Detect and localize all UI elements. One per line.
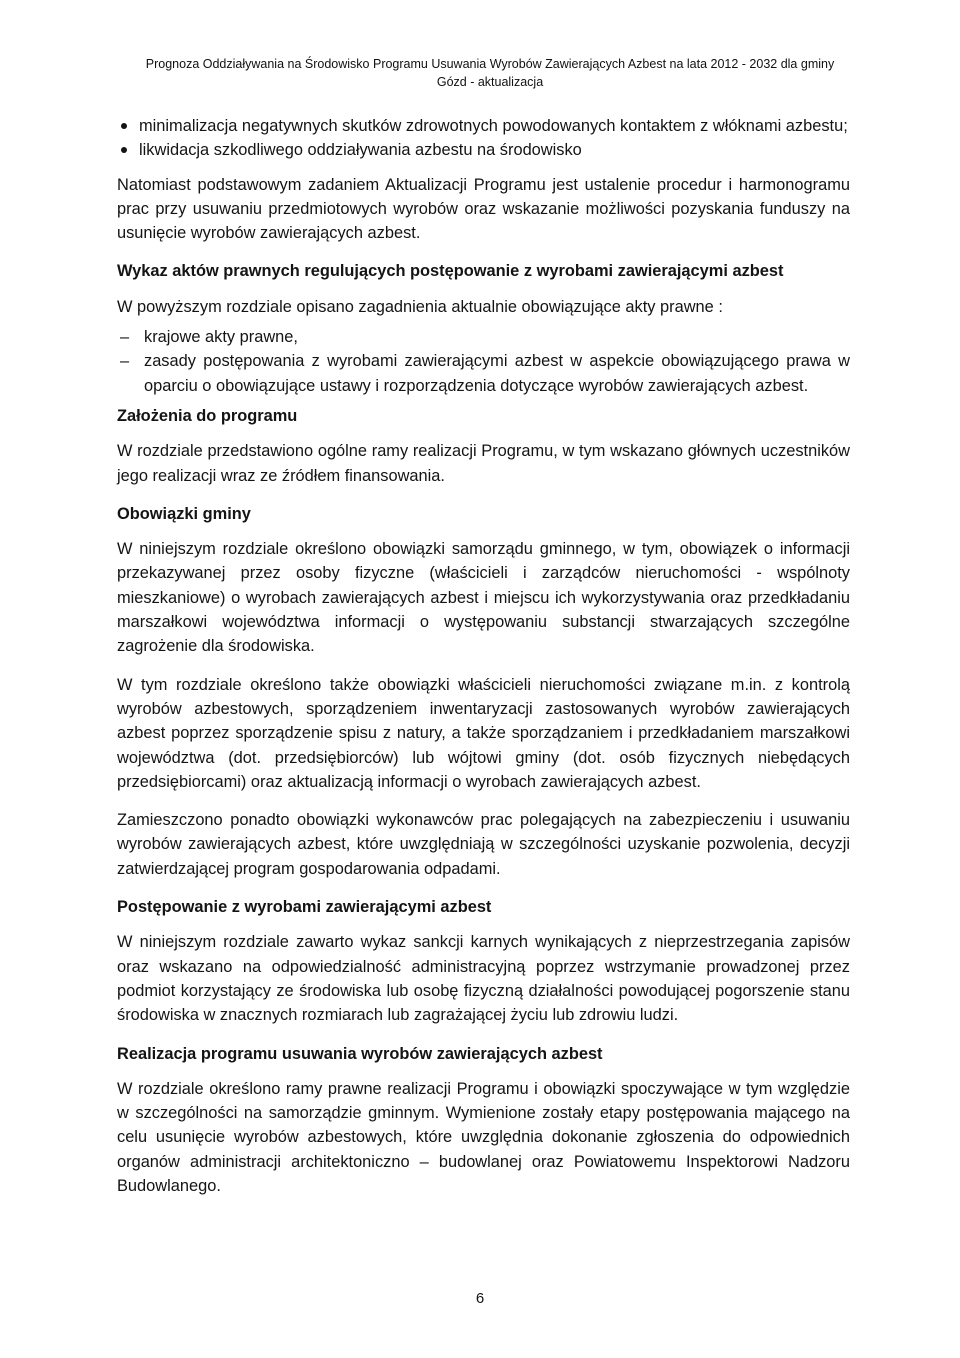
intro-bullet-list (117, 114, 850, 163)
page-number: 6 (475, 1290, 485, 1307)
list-item: – krajowe akty prawne, (117, 325, 850, 349)
paragraph: W niniejszym rozdziale określono obowiązki samorządu gminnego, w tym, obowiązek o informacji przekazywanej przez osoby fizyczne (właścicieli i zarządców nieruchomości - wspólnoty mieszkaniowe) o wyrobach zawierających azbest i miejscu ich wykorzystywania oraz przedkładaniu marszałkowi województwa informacji o występowaniu substancji stwarzających szczególne zagrożenie dla środowiska. (117, 540, 850, 656)
list-item: – zasady postępowania z wyrobami zawierającymi azbest w aspekcie obowiązującego prawa w oparciu o obowiązujące ustawy i rozporządzenia dotyczące wyrobów zawierających azbest. (117, 349, 850, 398)
section-heading-program-implementation: Realizacja programu usuwania wyrobów zawierających azbest (117, 1044, 603, 1063)
header-subtitle: Gózd - aktualizacja (436, 75, 544, 89)
section-lead-legal-acts: W powyższym rozdziale opisano zagadnienia aktualnie obowiązujące akty prawne : (117, 297, 723, 316)
paragraph: Zamieszczono ponadto obowiązki wykonawców prac polegających na zabezpieczeniu i usuwaniu wyrobów zawierających azbest, które uwzględniają w szczególności uzyskanie pozwolenia, decyzji zatwierdzającej program gospodarowania odpadami. (117, 811, 850, 878)
header-title: Prognoza Oddziaływania na Środowisko Programu Usuwania Wyrobów Zawierających Azbest na lata 2012 - 2032 dla gminy (145, 57, 835, 71)
section-heading-legal-acts: Wykaz aktów prawnych regulujących postępowanie z wyrobami zawierającymi azbest (117, 262, 784, 281)
paragraph: W rozdziale przedstawiono ogólne ramy realizacji Programu, w tym wskazano głównych uczestników jego realizacji wraz ze źródłem finansowania. (117, 442, 850, 485)
list-item: minimalizacja negatywnych skutków zdrowotnych powodowanych kontaktem z włóknami azbestu; (117, 114, 850, 138)
paragraph: W rozdziale określono ramy prawne realizacji Programu i obowiązki spoczywające w tym względzie w szczególności na samorządzie gminnym. Wymienione zostały etapy postępowania mającego na celu usunięcie wyrobów azbestowych, które uwzględnia dokonanie zgłoszenia do odpowiednich organów administracji architektoniczno – budowlanej oraz Powiatowemu Inspektorowi Nadzoru Budowlanego. (117, 1079, 850, 1195)
paragraph: W niniejszym rozdziale zawarto wykaz sankcji karnych wynikających z nieprzestrzegania zapisów oraz wskazano na odpowiedzialność administracyjną poprzez wstrzymanie prowadzonej przez podmiot korzystający ze środowiska lub osobę fizyczną działalności powodującej pogorszenie stanu środowiska w znacznych rozmiarach lub zagrażającej życiu lub zdrowiu ludzi. (117, 933, 850, 1025)
legal-acts-list (117, 325, 850, 398)
paragraph: W tym rozdziale określono także obowiązki właścicieli nieruchomości związane m.in. z kontrolą wyrobów azbestowych, sporządzeniem inwentaryzacji zastosowanych wyrobów zawierających azbest poprzez sporządzenie spisu z natury, a także sporządzaniem i przedkładaniem marszałkowi województwa (dot. przedsiębiorców) lub wójtowi gminy (dot. osób fizycznych niebędących przedsiębiorcami) oraz aktualizacją informacji o wyrobach zawierających azbest. (117, 675, 850, 791)
section-heading-handling-asbestos: Postępowanie z wyrobami zawierającymi azbest (117, 898, 492, 917)
section-heading-program-assumptions: Założenia do programu (117, 406, 298, 425)
page-header (100, 55, 880, 91)
section-heading-municipality-duties: Obowiązki gminy (117, 504, 251, 523)
page-content (117, 114, 850, 1212)
list-item: likwidacja szkodliwego oddziaływania azbestu na środowisko (117, 138, 850, 162)
intro-paragraph: Natomiast podstawowym zadaniem Aktualizacji Programu jest ustalenie procedur i harmonogramu prac przy usuwaniu przedmiotowych wyrobów oraz wskazanie możliwości pozyskania funduszy na usunięcie wyrobów zawierających azbest. (117, 175, 850, 243)
